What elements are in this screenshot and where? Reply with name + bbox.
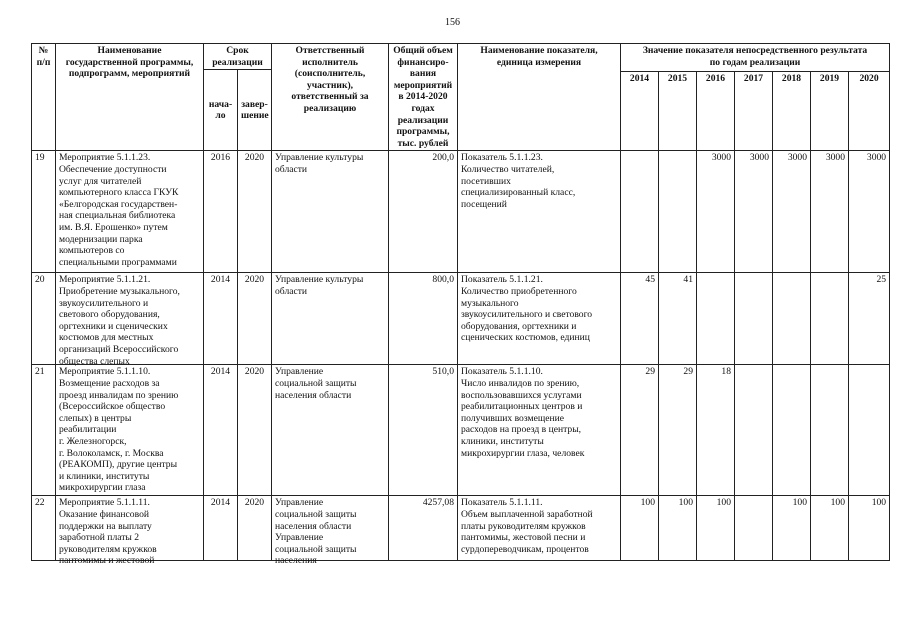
- row-start: 2014: [204, 365, 238, 496]
- row-start: 2014: [204, 273, 238, 365]
- row-responsible: Управление социальной защиты населения области: [272, 365, 389, 496]
- row-value-2020: 100: [849, 496, 890, 561]
- table-body: [32, 151, 890, 567]
- row-name: [56, 151, 204, 273]
- row-num: 19: [32, 151, 56, 273]
- row-value-2018: 3000: [773, 151, 811, 273]
- row-num: 22: [32, 496, 56, 561]
- header-year-2014: 2014: [621, 72, 659, 151]
- row-end: 2020: [238, 365, 272, 496]
- program-table: [31, 43, 890, 567]
- header-name: Наименование государственной программы, подпрограмм, мероприятий: [56, 44, 204, 151]
- row-value-2018: 100: [773, 496, 811, 561]
- row-num: 20: [32, 273, 56, 365]
- row-volume: 4257,08: [389, 496, 458, 561]
- row-name: [56, 273, 204, 365]
- row-value-2014: 100: [621, 496, 659, 561]
- table-row: [32, 273, 890, 365]
- header-start: нача- ло: [204, 70, 238, 151]
- row-name-text: Мероприятие 5.1.1.11. Оказание финансовой поддержки на выплату заработной платы 2 руководителям кружков пантомимы и жестовой: [59, 497, 157, 567]
- row-value-2015: 41: [659, 273, 697, 365]
- row-value-2019: 3000: [811, 151, 849, 273]
- row-name-text: Мероприятие 5.1.1.21. Приобретение музыкального, звукоусилительного и светового оборудования, оргтехники и сценических костюмов для местных организаций Всероссийского общества слепых: [59, 274, 180, 367]
- row-end: 2020: [238, 151, 272, 273]
- header-volume: Общий объем финансиро- вания мероприятий в 2014-2020 годах реализации программы, тыс. рублей: [389, 44, 458, 151]
- header-end: завер- шение: [238, 70, 272, 151]
- row-value-2018: [773, 365, 811, 496]
- row-value-2019: [811, 273, 849, 365]
- header-indicator: Наименование показателя, единица измерения: [458, 44, 621, 151]
- header-responsible: Ответственный исполнитель (соисполнитель, участник), ответственный за реализацию: [272, 44, 389, 151]
- row-num: 21: [32, 365, 56, 496]
- header-year-2019: 2019: [811, 72, 849, 151]
- row-responsible: [272, 496, 389, 567]
- row-value-2014: 29: [621, 365, 659, 496]
- row-end: 2020: [238, 273, 272, 365]
- row-value-2016: 100: [697, 496, 735, 561]
- row-responsible-text: Управление социальной защиты населения области Управление социальной защиты населения: [275, 497, 357, 567]
- row-indicator: Показатель 5.1.1.11. Объем выплаченной заработной платы руководителям кружков пантомимы, жестовой песни и сурдопереводчикам, процентов: [458, 496, 621, 561]
- header-num: № п/п: [32, 44, 56, 151]
- row-value-2019: [811, 365, 849, 496]
- row-indicator: Показатель 5.1.1.10. Число инвалидов по зрению, воспользовавшихся услугами реабилитационных центров и получивших возмещение расходов на проезд в центры, клиники, институты микрохирургии глаза, человек: [458, 365, 621, 496]
- row-value-2015: [659, 151, 697, 273]
- row-name: [56, 496, 204, 567]
- row-volume: 800,0: [389, 273, 458, 365]
- header-year-2016: 2016: [697, 72, 735, 151]
- header-year-2018: 2018: [773, 72, 811, 151]
- row-value-2019: 100: [811, 496, 849, 561]
- row-value-2014: 45: [621, 273, 659, 365]
- row-responsible: Управление культуры области: [272, 273, 389, 365]
- row-indicator: Показатель 5.1.1.21. Количество приобретенного музыкального звукоусилительного и светового оборудования, оргтехники и сценических костюмов, единиц: [458, 273, 621, 365]
- row-value-2018: [773, 273, 811, 365]
- row-indicator: Показатель 5.1.1.23. Количество читателей, посетивших специализированный класс, посещений: [458, 151, 621, 273]
- row-value-2016: [697, 273, 735, 365]
- row-name: [56, 365, 204, 496]
- row-start: 2016: [204, 151, 238, 273]
- row-value-2017: [735, 496, 773, 561]
- header-term: Срок реализации: [204, 44, 272, 70]
- row-value-2015: 100: [659, 496, 697, 561]
- table-row: [32, 151, 890, 273]
- row-value-2020: [849, 365, 890, 496]
- row-value-2016: 18: [697, 365, 735, 496]
- page-number: 156: [445, 17, 460, 28]
- table-row: [32, 365, 890, 496]
- row-volume: 510,0: [389, 365, 458, 496]
- row-end: 2020: [238, 496, 272, 561]
- row-value-2020: 25: [849, 273, 890, 365]
- header-values-title: Значение показателя непосредственного результата по годам реализации: [621, 44, 890, 72]
- row-value-2017: 3000: [735, 151, 773, 273]
- row-value-2014: [621, 151, 659, 273]
- row-value-2017: [735, 365, 773, 496]
- row-value-2016: 3000: [697, 151, 735, 273]
- row-volume: 200,0: [389, 151, 458, 273]
- row-start: 2014: [204, 496, 238, 561]
- row-value-2017: [735, 273, 773, 365]
- table-header: [32, 44, 890, 151]
- header-year-2015: 2015: [659, 72, 697, 151]
- header-year-2017: 2017: [735, 72, 773, 151]
- row-value-2015: 29: [659, 365, 697, 496]
- table-row: [32, 496, 890, 561]
- header-year-2020: 2020: [849, 72, 890, 151]
- row-name-text: Мероприятие 5.1.1.10. Возмещение расходов за проезд инвалидам по зрению (Всероссийское общество слепых) в центры реабилитации г. Железногорск, г. Волоколамск, г. Москва (РЕАКОМП), другие центры и клиники, институты микрохирургии глаза: [59, 366, 179, 494]
- row-responsible: Управление культуры области: [272, 151, 389, 273]
- row-name-text: Мероприятие 5.1.1.23. Обеспечение доступности услуг для читателей компьютерного класса ГКУК «Белгородская государствен- ная специальная библиотека им. В.Я. Ерошенко» путем модернизации парка компьютеров со специальными программами: [59, 152, 179, 268]
- row-value-2020: 3000: [849, 151, 890, 273]
